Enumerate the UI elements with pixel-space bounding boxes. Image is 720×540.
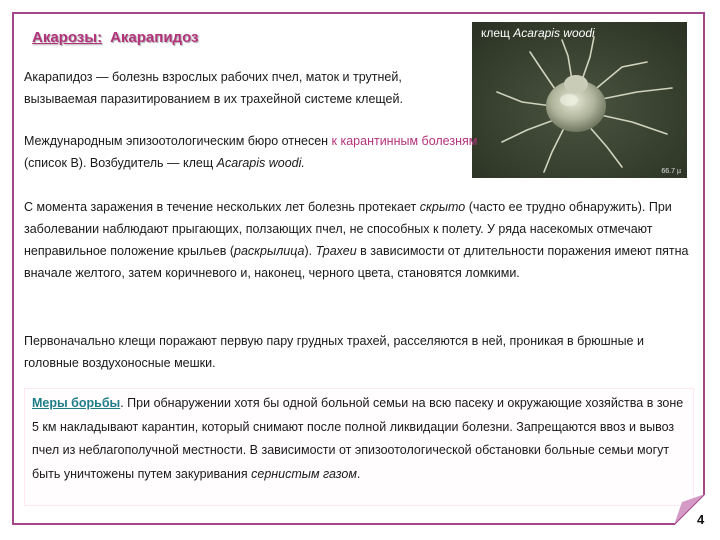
- quarantine-link: к карантинным болезням: [331, 134, 478, 148]
- caption-prefix: клещ: [481, 26, 514, 40]
- slide-title: [32, 29, 199, 46]
- p2-species: Acarapis woodi.: [216, 156, 305, 170]
- p5-text-d: .: [356, 466, 361, 481]
- p3-text-g: в зависимости от длительности поражения имеют пятна вначале желтого, затем коричневого и, наконец, черного цвета, становятся ломкими.: [24, 244, 689, 280]
- p5-text-b: . При обнаружении хотя бы одной больной семьи на всю пасеку и окружающие хозяйства в зоне 5 км накладывают карантин, который снимают после полной ликвидации болезни. Запрещаются ввоз и вывоз пчел из неблагополучной местности. В зависимости от эпизоотологической обстановки больные семьи могут быть уничтожены путем закуривания: [32, 396, 684, 481]
- caption-species: Acarapis woodi: [513, 26, 595, 40]
- paragraph-control: [32, 392, 692, 486]
- p3-text-e: ).: [304, 244, 316, 258]
- title-topic: Акарапидоз: [110, 29, 199, 46]
- p3-text-c: (часто ее трудно обнаружить). При заболевании наблюдают прыгающих, ползающих пчел, не способных к полету. У ряда насекомых отмечают неправильное положение крыльев (: [24, 200, 672, 258]
- p5-gas: сернистым газом: [251, 466, 357, 481]
- control-measures-heading: Меры борьбы: [32, 396, 121, 410]
- p3-hidden: скрыто: [419, 200, 466, 214]
- p3-text-a: С момента заражения в течение нескольких лет болезнь протекает: [24, 200, 420, 214]
- paragraph-spread: Первоначально клещи поражают первую пару грудных трахей, расселяются в ней, проникая в брюшные и головные воздухоносные мешки.: [24, 334, 644, 370]
- page-number: 4: [697, 512, 705, 527]
- paragraph-symptoms: [24, 196, 696, 284]
- p2-text-a: Международным эпизоотологическим бюро отнесен: [24, 134, 332, 148]
- p3-term: раскрылица: [234, 244, 305, 258]
- p3-trachea: Трахеи: [315, 244, 357, 258]
- paragraph-definition: Акарапидоз — болезнь взрослых рабочих пчел, маток и трутней, вызываемая паразитированием в их трахейной системе клещей.: [24, 70, 403, 106]
- photo-caption: [481, 26, 595, 40]
- paragraph-quarantine: [24, 130, 484, 174]
- mite-photo: [472, 22, 687, 178]
- mite-image: [472, 22, 687, 178]
- title-section: Акарозы:: [32, 29, 103, 46]
- scale-label: 66.7 µ: [661, 168, 681, 175]
- p2-text-c: (список В). Возбудитель — клещ: [24, 156, 217, 170]
